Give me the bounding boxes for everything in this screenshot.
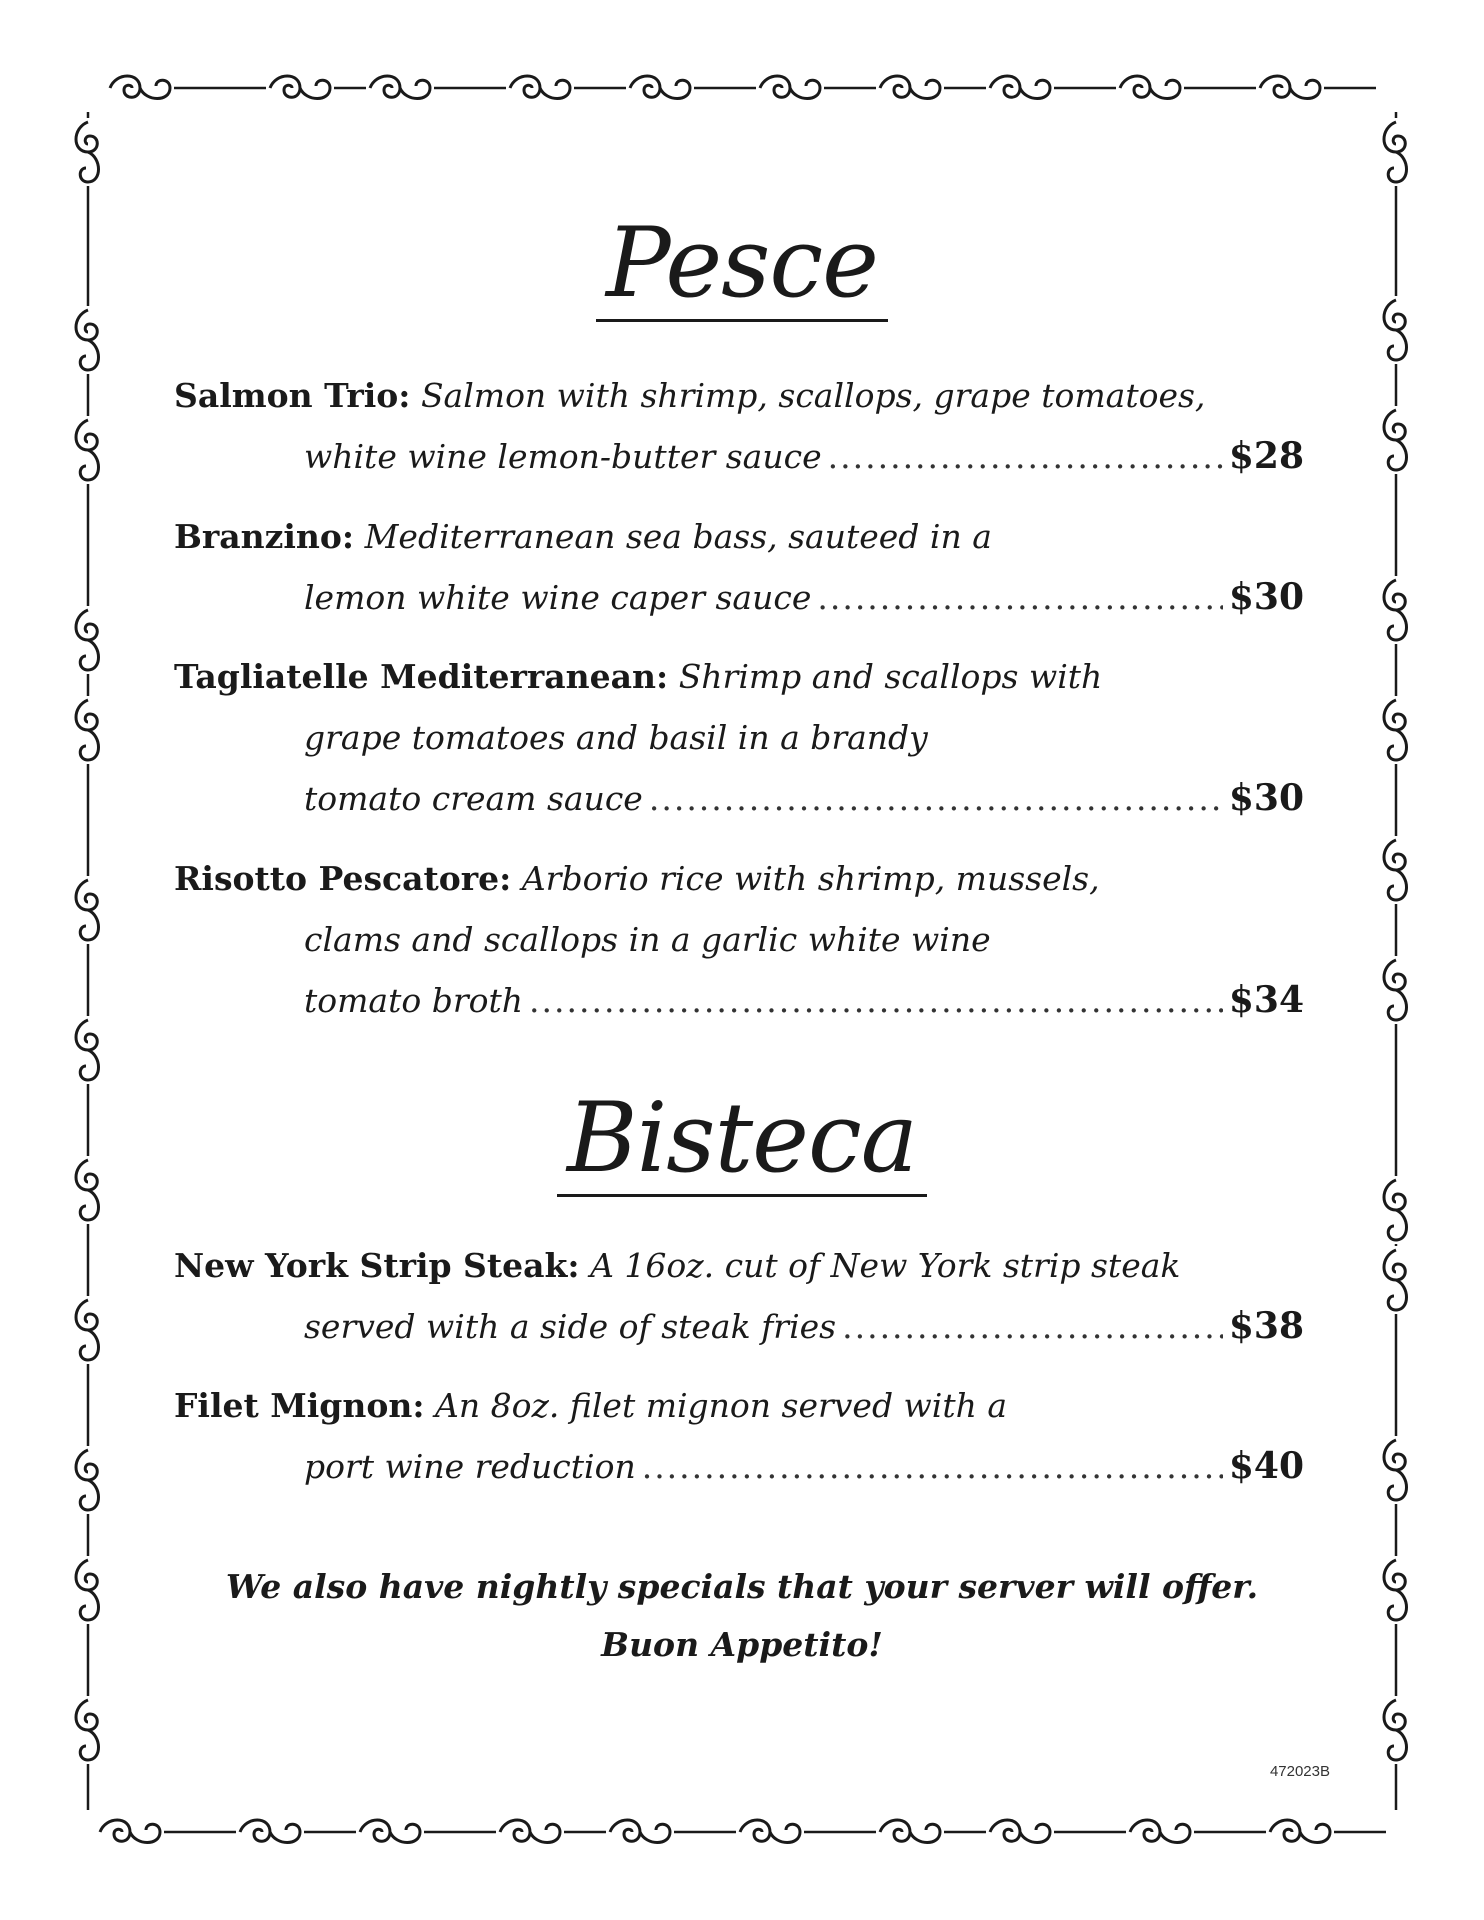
item-description: Mediterranean sea bass, sauteed in a [364,517,992,556]
item-middle-line [174,909,1304,970]
item-price: $38 [1228,1305,1304,1347]
menu-item-filet-mignon [174,1375,1304,1497]
item-first-line [174,1375,1304,1436]
item-first-line [174,848,1304,909]
menu-item-branzino [174,506,1304,628]
section-title-text: Bisteca [557,1090,927,1197]
menu-item-tagliatelle-mediterranean [174,646,1304,829]
closing-text: Buon Appetito! [601,1625,883,1664]
section-title-text: Pesce [596,215,888,322]
item-description: tomato broth [304,981,523,1020]
item-description: grape tomatoes and basil in a brandy [304,718,928,757]
section-title-bisteca [0,1082,1484,1197]
item-name: Branzino: [174,517,355,556]
item-name: Risotto Pescatore: [174,859,512,898]
item-name: New York Strip Steak: [174,1246,580,1285]
menu-item-salmon-trio [174,365,1304,487]
item-last-line [174,567,1304,628]
item-description: clams and scallops in a garlic white wine [304,920,991,959]
item-description: port wine reduction [304,1447,636,1486]
item-price: $30 [1228,777,1304,819]
dot-leader [817,567,1223,628]
item-name: Filet Mignon: [174,1386,425,1425]
item-price: $30 [1228,576,1304,618]
item-last-line [174,970,1304,1031]
form-code: 472023B [1269,1763,1330,1780]
dot-leader [642,1436,1223,1497]
dot-leader [828,426,1223,487]
dot-leader [649,768,1223,829]
item-middle-line [174,707,1304,768]
item-description: Shrimp and scallops with [678,657,1103,696]
dot-leader [842,1296,1223,1357]
item-name: Tagliatelle Mediterranean: [174,657,669,696]
menu-item-new-york-strip-steak [174,1235,1304,1357]
item-price: $28 [1228,435,1304,477]
specials-note [0,1558,1484,1674]
item-last-line [174,1436,1304,1497]
item-last-line [174,1296,1304,1357]
item-first-line [174,1235,1304,1296]
item-price: $40 [1228,1445,1304,1487]
item-price: $34 [1228,979,1304,1021]
item-description: lemon white wine caper sauce [304,578,812,617]
menu-item-risotto-pescatore [174,848,1304,1031]
dot-leader [529,970,1223,1031]
item-first-line [174,365,1304,426]
item-description: white wine lemon-butter sauce [304,437,822,476]
item-description: Arborio rice with shrimp, mussels, [521,859,1100,898]
item-first-line [174,646,1304,707]
item-last-line [174,426,1304,487]
item-first-line [174,506,1304,567]
item-description: tomato cream sauce [304,779,643,818]
item-description: An 8oz. filet mignon served with a [435,1386,1008,1425]
specials-text: We also have nightly specials that your server will offer. [225,1567,1259,1606]
section-title-pesce [0,207,1484,322]
item-description: served with a side of steak fries [304,1307,837,1346]
item-name: Salmon Trio: [174,376,411,415]
item-description: Salmon with shrimp, scallops, grape tomatoes, [420,376,1206,415]
item-description: A 16oz. cut of New York strip steak [590,1246,1181,1285]
item-last-line [174,768,1304,829]
